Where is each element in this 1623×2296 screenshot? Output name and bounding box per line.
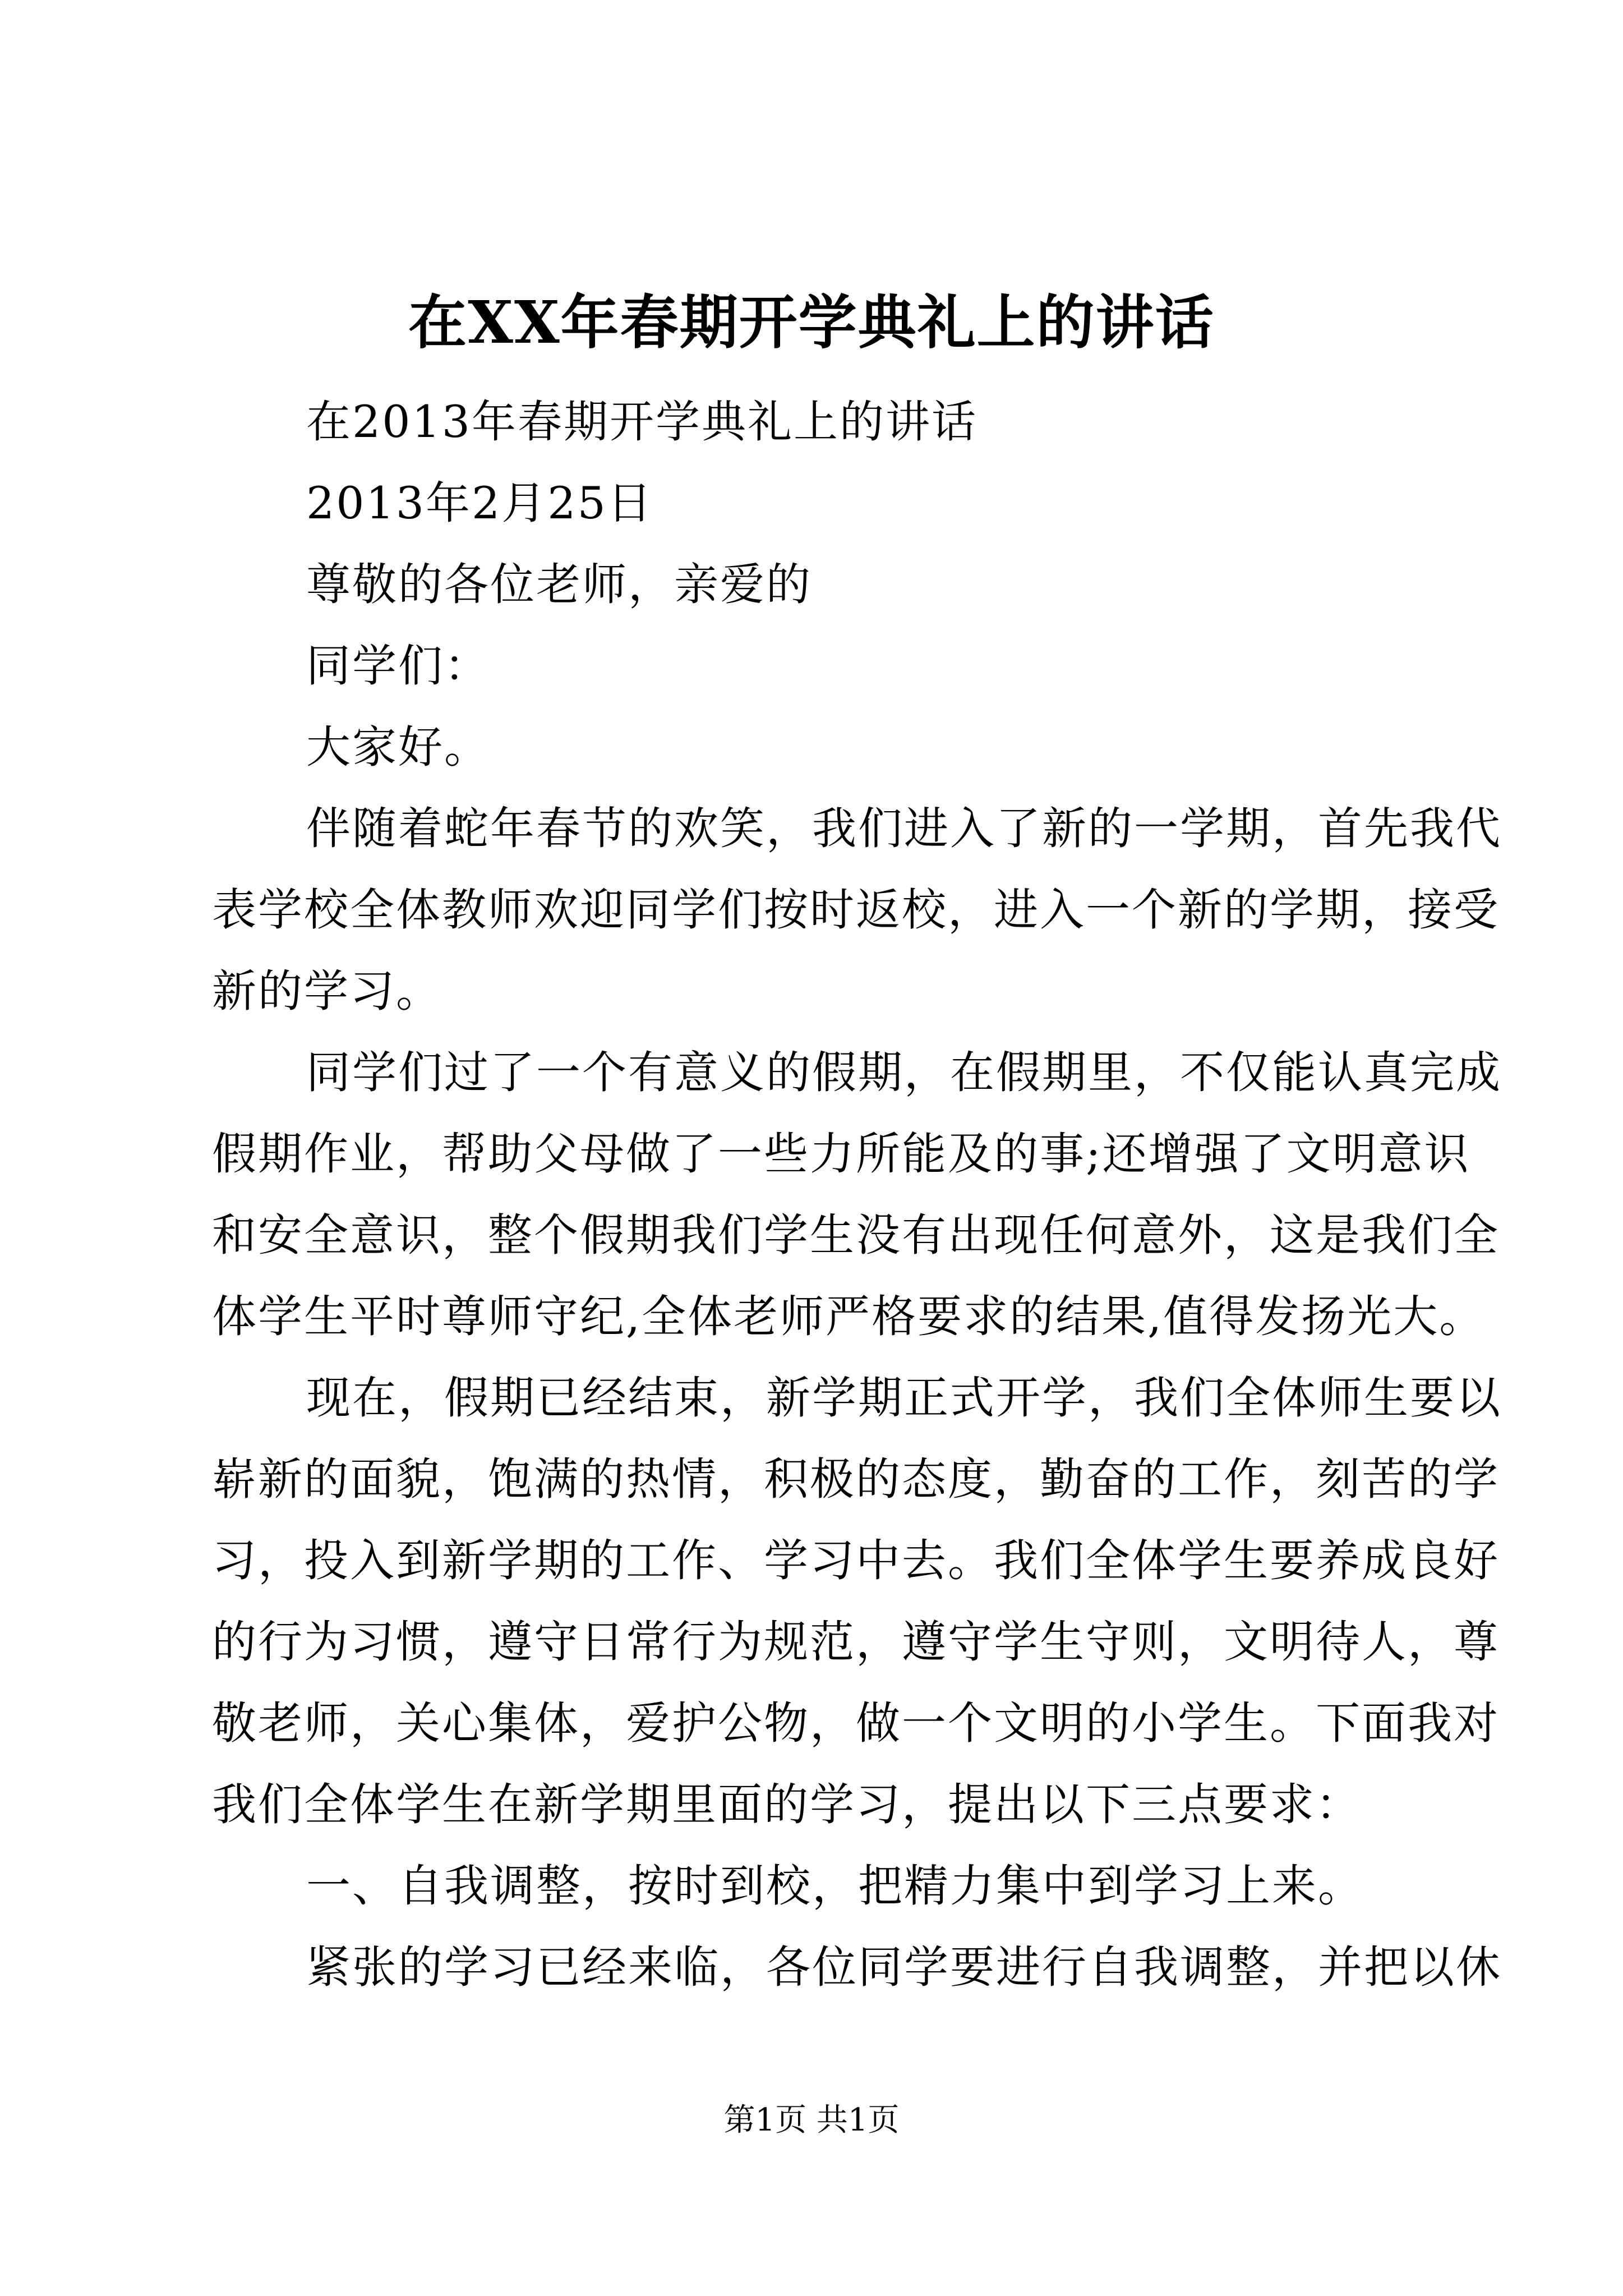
paragraph-line: 现在，假期已经结束，新学期正式开学，我们全体师生要以 xyxy=(306,1372,1502,1424)
paragraph-line: 习，投入到新学期的工作、学习中去。我们全体学生要养成良好 xyxy=(212,1535,1500,1586)
paragraph-line: 在2013年春期开学典礼上的讲话 xyxy=(306,396,978,448)
paragraph-line: 敬老师，关心集体，爱护公物，做一个文明的小学生。下面我对 xyxy=(212,1697,1500,1749)
paragraph-line: 表学校全体教师欢迎同学们按时返校，进入一个新的学期，接受 xyxy=(212,884,1500,936)
page-footer: 第1页 共1页 xyxy=(723,2102,900,2138)
paragraph-line: 紧张的学习已经来临，各位同学要进行自我调整，并把以休 xyxy=(306,1941,1502,1993)
paragraph-line: 新的学习。 xyxy=(212,965,442,1017)
paragraph-line: 同学们过了一个有意义的假期，在假期里，不仅能认真完成 xyxy=(306,1047,1502,1098)
paragraph-line: 大家好。 xyxy=(306,721,490,773)
paragraph-line: 体学生平时尊师守纪,全体老师严格要求的结果,值得发扬光大。 xyxy=(212,1291,1486,1342)
document-body xyxy=(212,381,1502,2008)
paragraph-line: 伴随着蛇年春节的欢笑，我们进入了新的一学期，首先我代 xyxy=(306,803,1502,854)
paragraph-line: 和安全意识，整个假期我们学生没有出现任何意外，这是我们全 xyxy=(212,1209,1500,1261)
paragraph-line: 2013年2月25日 xyxy=(306,477,653,529)
paragraph-line: 我们全体学生在新学期里面的学习，提出以下三点要求： xyxy=(212,1779,1362,1830)
paragraph-line: 的行为习惯，遵守日常行为规范，遵守学生守则，文明待人，尊 xyxy=(212,1616,1500,1668)
document-title: 在XX年春期开学典礼上的讲话 xyxy=(408,288,1215,357)
paragraph-line: 崭新的面貌，饱满的热情，积极的态度，勤奋的工作，刻苦的学 xyxy=(212,1453,1500,1505)
paragraph-line: 尊敬的各位老师，亲爱的 xyxy=(306,559,812,610)
paragraph-line: 假期作业，帮助父母做了一些力所能及的事;还增强了文明意识 xyxy=(212,1128,1470,1180)
paragraph-line: 同学们： xyxy=(306,640,490,692)
paragraph-line: 一、自我调整，按时到校，把精力集中到学习上来。 xyxy=(306,1860,1364,1912)
